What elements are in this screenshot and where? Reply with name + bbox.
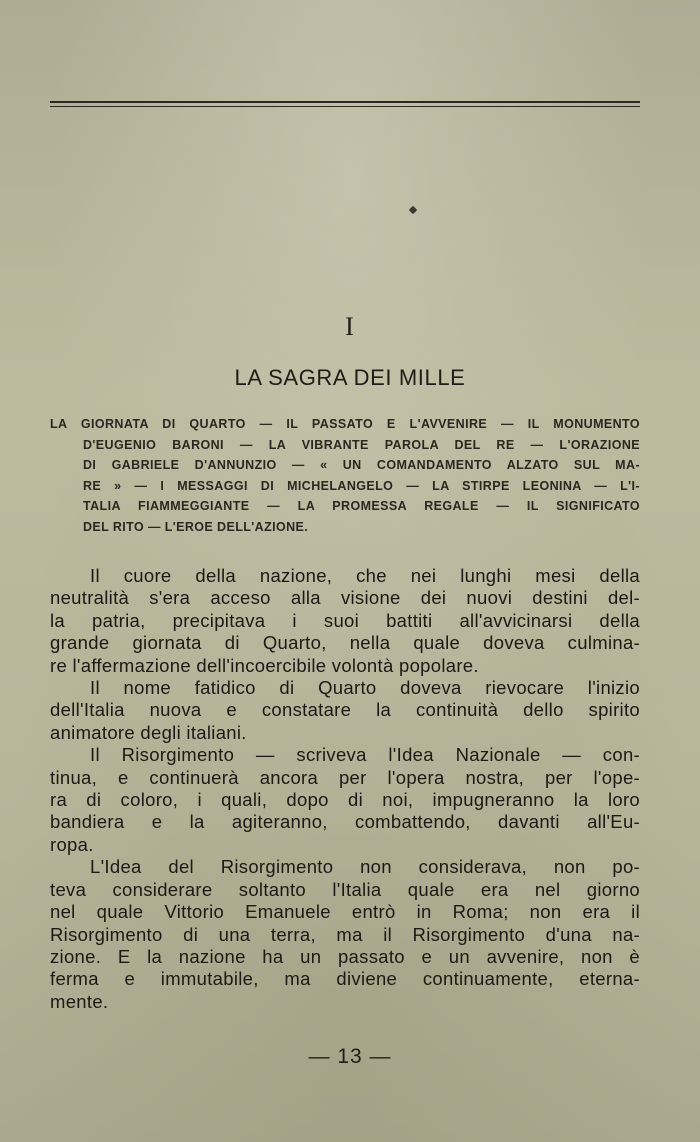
chapter-summary — [50, 414, 640, 538]
summary-line: DI GABRIELE D'ANNUNZIO — « UN COMANDAMENTO ALZATO SUL MA- — [83, 458, 640, 473]
summary-line: D'EUGENIO BARONI — LA VIBRANTE PAROLA DEL RE — L'ORAZIONE — [83, 437, 640, 452]
paragraph-line: ropa. — [50, 833, 94, 855]
summary-line: TALIA FIAMMEGGIANTE — LA PROMESSA REGALE — IL SIGNIFICATO — [83, 499, 640, 514]
paragraph-line: tinua, e continuerà ancora per l'opera nostra, per l'ope- — [50, 766, 640, 788]
paragraph-line: ra di coloro, i quali, dopo di noi, impugneranno la loro — [50, 789, 640, 811]
paragraph-line: Risorgimento di una terra, ma il Risorgimento d'una na- — [50, 923, 640, 945]
paragraph-line: nel quale Vittorio Emanuele entrò in Roma; non era il — [50, 901, 640, 923]
ornament-mark — [409, 206, 417, 214]
paragraph-line: Il Risorgimento — scriveva l'Idea Nazionale — con- — [90, 744, 640, 766]
page-number: — 13 — — [308, 1045, 392, 1068]
summary-line: DEL RITO — L'EROE DELL'AZIONE. — [83, 519, 309, 534]
paragraph-line: re l'affermazione dell'incoercibile volontà popolare. — [50, 654, 479, 676]
paragraph-line: dell'Italia nuova e constatare la continuità dello spirito — [50, 699, 640, 721]
paragraph-line: la patria, precipitava i suoi battiti all'avvicinarsi della — [50, 609, 640, 631]
paragraph-line: zione. E la nazione ha un passato e un avvenire, non è — [50, 945, 640, 967]
paragraph-line: grande giornata di Quarto, nella quale doveva culmina- — [50, 632, 640, 654]
summary-line: RE » — I MESSAGGI DI MICHELANGELO — LA STIRPE LEONINA — L'I- — [83, 478, 640, 493]
paragraph-line: ferma e immutabile, ma diviene continuamente, eterna- — [50, 968, 640, 990]
paragraph-line: mente. — [50, 990, 109, 1012]
paragraph-line: Il cuore della nazione, che nei lunghi mesi della — [90, 565, 640, 586]
header-rule — [50, 101, 640, 103]
summary-line: LA GIORNATA DI QUARTO — IL PASSATO E L'AVVENIRE — IL MONUMENTO — [50, 417, 640, 431]
chapter-number: I — [345, 312, 355, 341]
paragraph-line: teva considerare soltanto l'Italia quale era nel giorno — [50, 878, 640, 900]
body-text — [50, 565, 640, 1013]
paragraph-line: bandiera e la agiteranno, combattendo, davanti all'Eu- — [50, 811, 640, 833]
paragraph-line: L'Idea del Risorgimento non considerava, non po- — [90, 856, 640, 878]
header-rule-thin — [50, 106, 640, 107]
paragraph-line: neutralità s'era acceso alla visione dei nuovi destini del- — [50, 587, 640, 609]
paragraph-line: animatore degli italiani. — [50, 721, 247, 743]
chapter-title: LA SAGRA DEI MILLE — [234, 365, 466, 390]
paragraph-line: Il nome fatidico di Quarto doveva rievocare l'inizio — [90, 677, 640, 699]
